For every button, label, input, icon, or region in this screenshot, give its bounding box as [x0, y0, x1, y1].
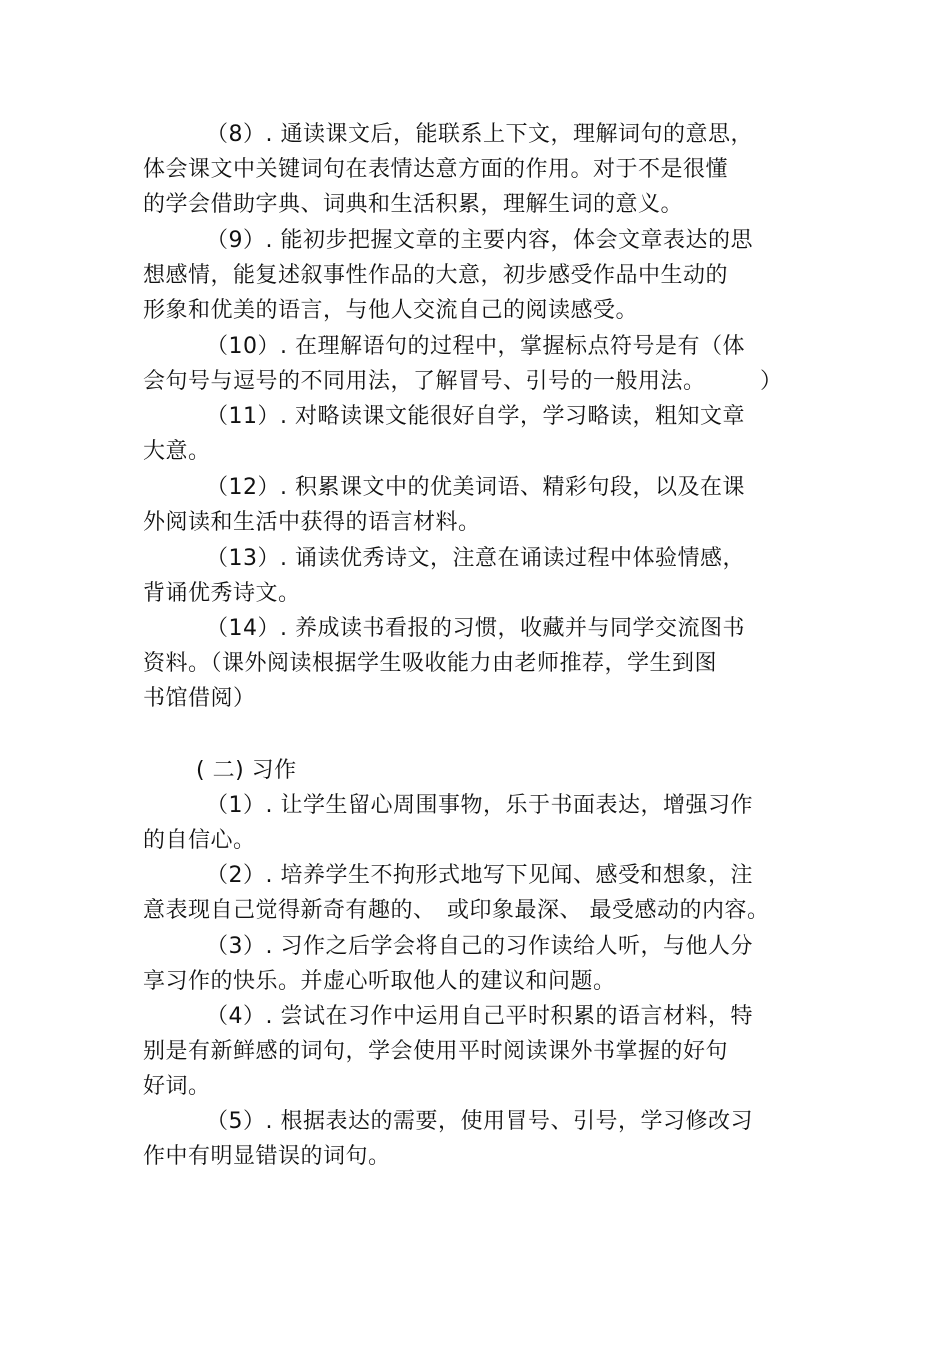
paragraph-line: （11）. 对略读课文能很好自学，学习略读，粗知文章: [206, 404, 745, 429]
paragraph-line: 书馆借阅）: [143, 686, 256, 711]
paragraph-line: 背诵优秀诗文。: [143, 581, 301, 606]
paragraph-line: 大意。: [143, 439, 211, 464]
paragraph-line: （8）. 通读课文后，能联系上下文，理解词句的意思，: [206, 122, 753, 147]
paragraph-line: 的自信心。: [143, 828, 256, 853]
paragraph-line: （4）. 尝试在习作中运用自己平时积累的语言材料，特: [206, 1004, 753, 1029]
section-heading-writing: ( 二) 习作: [196, 758, 297, 783]
paragraph-line: （12）. 积累课文中的优美词语、精彩句段，以及在课: [206, 475, 745, 500]
paragraph-line: 意表现自己觉得新奇有趣的、 或印象最深、 最受感动的内容。: [143, 898, 770, 923]
paragraph-line: 作中有明显错误的词句。: [143, 1144, 391, 1169]
paragraph-line: （5）. 根据表达的需要，使用冒号、引号，学习修改习: [206, 1109, 753, 1134]
paragraph-line: 体会课文中关键词句在表情达意方面的作用。对于不是很懂: [143, 157, 729, 182]
paragraph-line: 想感情，能复述叙事性作品的大意，初步感受作品中生动的: [143, 263, 729, 288]
paragraph-line: （3）. 习作之后学会将自己的习作读给人听，与他人分: [206, 934, 753, 959]
paragraph-line: 好词。: [143, 1074, 211, 1099]
paragraph-line: 别是有新鲜感的词句，学会使用平时阅读课外书掌握的好句: [143, 1039, 729, 1064]
paragraph-line: （14）. 养成读书看报的习惯，收藏并与同学交流图书: [206, 616, 745, 641]
paragraph-line: （9）. 能初步把握文章的主要内容，体会文章表达的思: [206, 228, 753, 253]
paragraph-line: （2）. 培养学生不拘形式地写下见闻、感受和想象，注: [206, 863, 753, 888]
paragraph-line: 会句号与逗号的不同用法，了解冒号、引号的一般用法。: [143, 369, 706, 394]
paragraph-line: 的学会借助字典、词典和生活积累，理解生词的意义。: [143, 192, 684, 217]
paragraph-line: 享习作的快乐。并虚心听取他人的建议和问题。: [143, 969, 616, 994]
paragraph-line: （13）. 诵读优秀诗文，注意在诵读过程中体验情感，: [206, 546, 745, 571]
paragraph-line: 资料。（课外阅读根据学生吸收能力由老师推荐，学生到图: [143, 651, 718, 676]
paragraph-line: （10）. 在理解语句的过程中，掌握标点符号是有（体: [206, 334, 745, 359]
paragraph-line: 外阅读和生活中获得的语言材料。: [143, 510, 481, 535]
paragraph-line: 形象和优美的语言，与他人交流自己的阅读感受。: [143, 298, 639, 323]
closing-parenthesis: ）: [760, 369, 783, 394]
paragraph-line: （1）. 让学生留心周围事物，乐于书面表达，增强习作: [206, 793, 753, 818]
